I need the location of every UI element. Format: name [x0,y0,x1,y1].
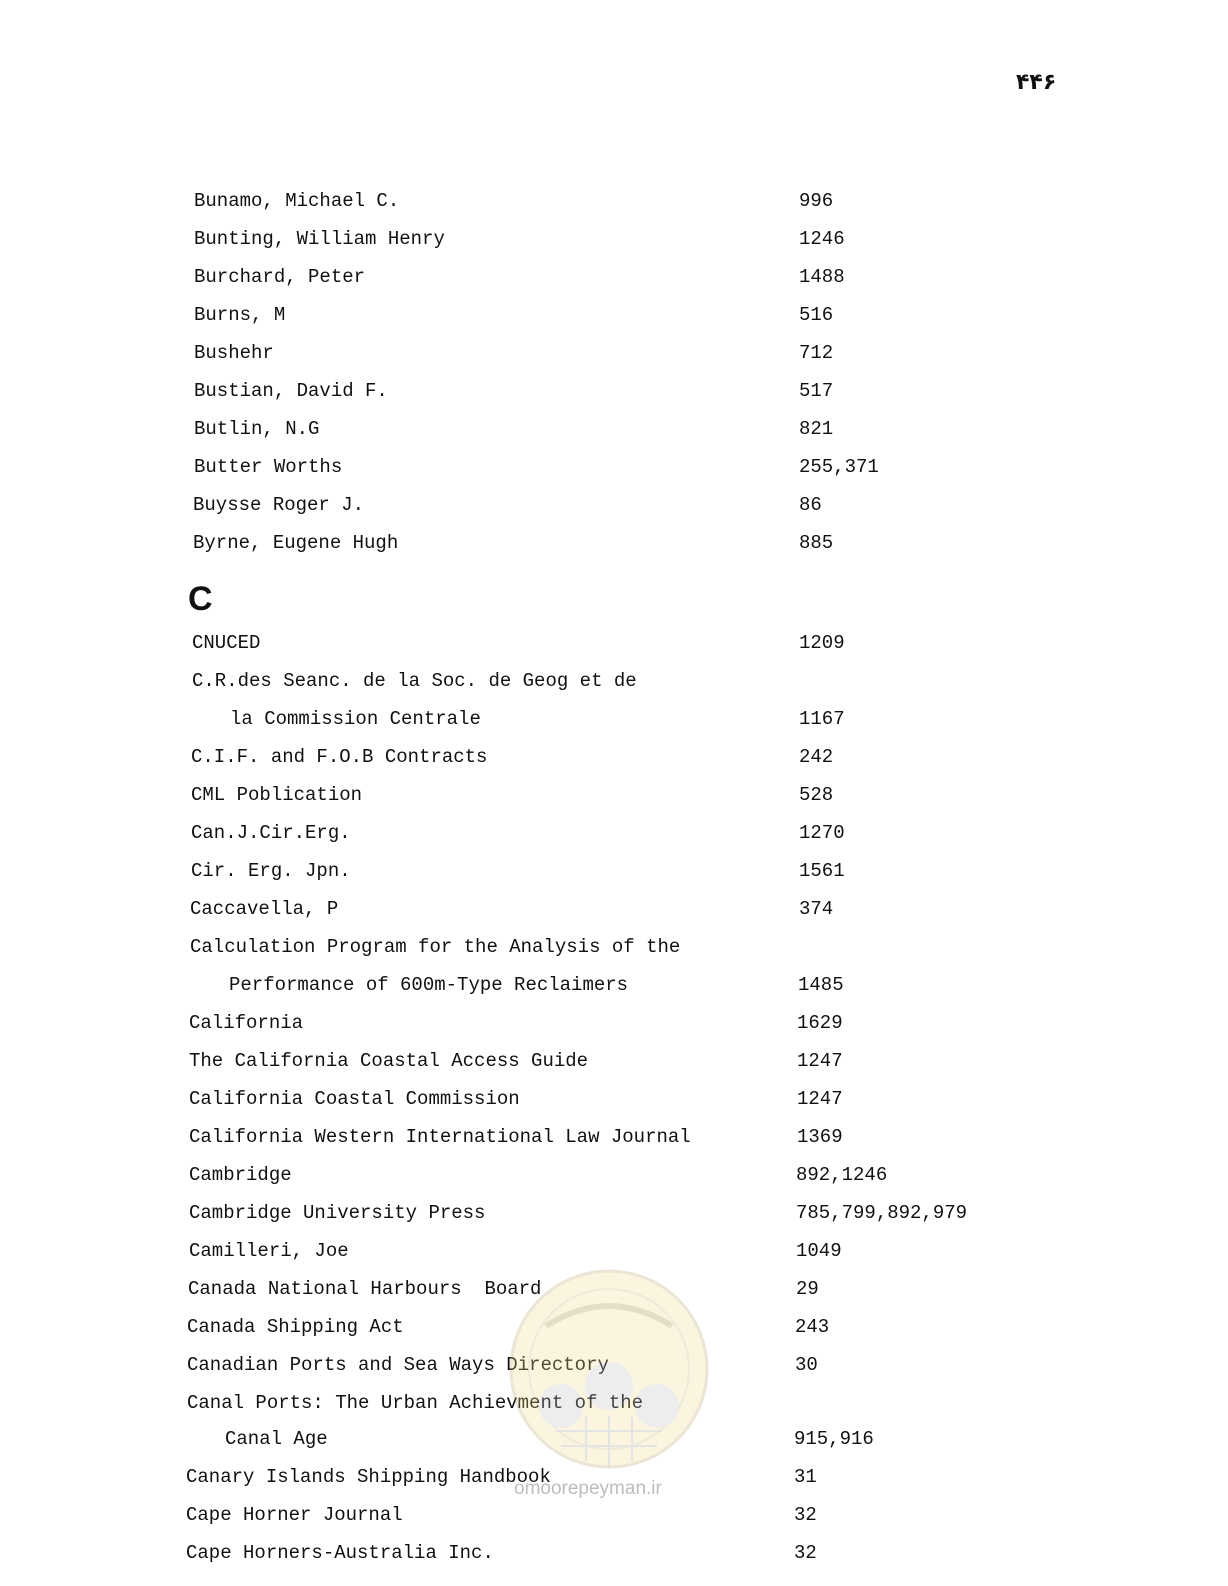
index-entry-pages: 1369 [797,1126,843,1148]
index-entry-term: Butter Worths [194,456,343,478]
index-entry-term: California Coastal Commission [189,1088,520,1110]
index-entry-pages: 1246 [799,228,845,250]
index-entry-term: Cambridge [189,1164,292,1186]
watermark-url: omoorepeyman.ir [514,1478,662,1499]
index-entry-term: Calculation Program for the Analysis of the [190,936,681,958]
omoore-peyman-logo-icon [506,1266,712,1472]
index-entry [0,1012,1228,1042]
index-entry-pages: 374 [799,898,834,920]
index-entry [0,1504,1228,1534]
index-entry-term: Bushehr [194,342,274,364]
index-entry [0,418,1228,448]
index-entry-term: CML Poblication [191,784,363,806]
index-entry-pages: 516 [799,304,834,326]
index-entry-term: The California Coastal Access Guide [189,1050,589,1072]
index-entry [0,860,1228,890]
index-entry-term: California [189,1012,304,1034]
index-entry-term: C.R.des Seanc. de la Soc. de Geog et de [192,670,637,692]
index-entry [0,342,1228,372]
index-entry-pages: 1167 [799,708,845,730]
index-entry-pages: 1049 [796,1240,842,1262]
index-entry [0,190,1228,220]
index-entry [0,822,1228,852]
index-entry-pages: 517 [799,380,834,402]
index-entry-pages: 242 [799,746,834,768]
index-entry-pages: 1488 [799,266,845,288]
index-entry-pages: 255,371 [799,456,879,478]
index-entry [0,632,1228,662]
index-entry-pages: 885 [799,532,834,554]
index-entry [0,936,1228,966]
index-entry-pages: 821 [799,418,834,440]
index-entry-pages: 31 [794,1466,817,1488]
index-entry-pages: 1485 [798,974,844,996]
index-entry-pages: 996 [799,190,834,212]
index-entry-pages: 32 [794,1504,817,1526]
index-entry-term: Bustian, David F. [194,380,388,402]
section-letter-heading: C [188,580,213,618]
index-entry-pages: 528 [799,784,834,806]
index-entry [0,532,1228,562]
index-entry-term: Canal Age [225,1428,328,1450]
index-entry-term: Canadian Ports and Sea Ways Directory [187,1354,609,1376]
page-number: ۴۴۶ [1016,70,1057,95]
index-entry [0,708,1228,738]
index-entry [0,266,1228,296]
index-entry-term: Burchard, Peter [194,266,366,288]
index-entry-pages: 243 [795,1316,830,1338]
index-entry-term: Can.J.Cir.Erg. [191,822,351,844]
index-entry [0,898,1228,928]
index-entry [0,1088,1228,1118]
index-entry [0,1202,1228,1232]
index-entry-term: Canada Shipping Act [187,1316,404,1338]
index-entry-pages: 1209 [799,632,845,654]
index-entry-term: Cape Horners-Australia Inc. [186,1542,494,1564]
index-entry-pages: 1561 [799,860,845,882]
index-entry-pages: 915,916 [794,1428,874,1450]
index-entry-pages: 32 [794,1542,817,1564]
index-entry [0,1050,1228,1080]
index-entry [0,1542,1228,1572]
index-entry-term: Performance of 600m-Type Reclaimers [229,974,629,996]
index-entry-pages: 29 [796,1278,819,1300]
index-entry-term: Bunamo, Michael C. [194,190,400,212]
index-entry-term: Canary Islands Shipping Handbook [186,1466,551,1488]
index-entry [0,746,1228,776]
index-entry-pages: 1247 [797,1088,843,1110]
index-entry-pages: 712 [799,342,834,364]
index-entry-pages: 785,799,892,979 [796,1202,968,1224]
index-entry-term: Bunting, William Henry [194,228,445,250]
index-entry-pages: 1247 [797,1050,843,1072]
index-entry-pages: 892,1246 [796,1164,888,1186]
index-entry-term: Cambridge University Press [189,1202,486,1224]
index-entry [0,380,1228,410]
index-entry-term: Canal Ports: The Urban Achievment of the [187,1392,644,1414]
index-entry-term: Butlin, N.G [194,418,320,440]
index-entry-pages: 1270 [799,822,845,844]
index-entry-term: Byrne, Eugene Hugh [193,532,399,554]
index-entry-term: Caccavella, P [190,898,339,920]
index-entry [0,1164,1228,1194]
index-entry [0,304,1228,334]
index-entry [0,784,1228,814]
index-entry-term: C.I.F. and F.O.B Contracts [191,746,488,768]
index-entry [0,670,1228,700]
index-entry-term: Canada National Harbours Board [188,1278,542,1300]
index-entry [0,228,1228,258]
index-entry-term: Cape Horner Journal [186,1504,403,1526]
index-entry-term: Camilleri, Joe [189,1240,349,1262]
index-entry [0,494,1228,524]
index-entry-term: California Western International Law Journal [189,1126,691,1148]
index-entry-term: la Commission Centrale [230,708,481,730]
index-entry-term: CNUCED [192,632,261,654]
index-entry [0,974,1228,1004]
index-entry [0,1126,1228,1156]
index-entry [0,456,1228,486]
index-entry-pages: 1629 [797,1012,843,1034]
index-entry-pages: 30 [795,1354,818,1376]
index-entry-term: Burns, M [194,304,286,326]
index-entry-pages: 86 [799,494,822,516]
index-entry-term: Buysse Roger J. [193,494,365,516]
index-entry-term: Cir. Erg. Jpn. [191,860,351,882]
